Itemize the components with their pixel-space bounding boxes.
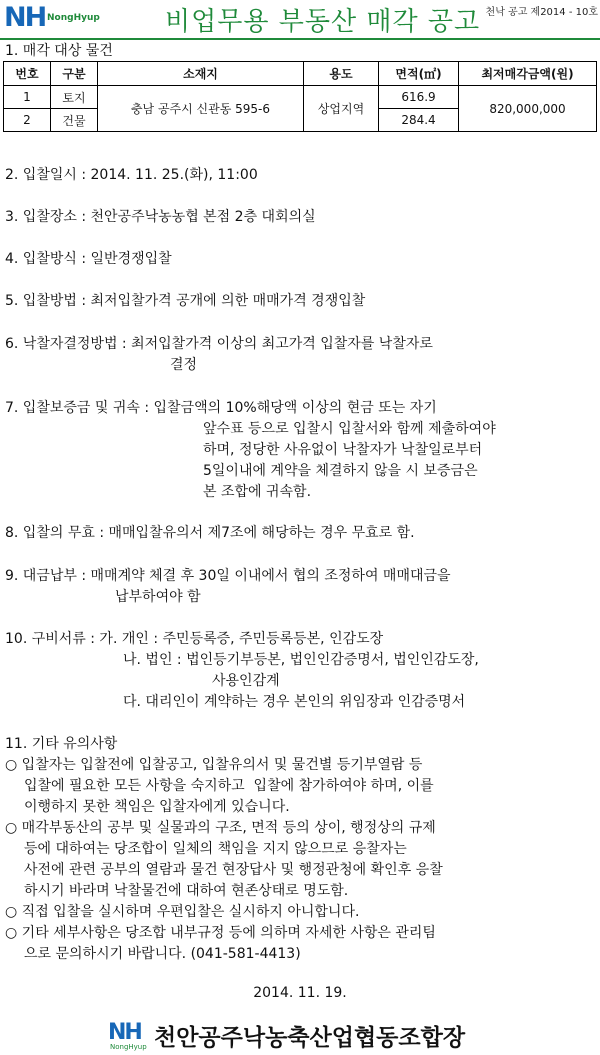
notice-line: 하시기 바라며 낙찰물건에 대하여 현존상태로 명도함.: [24, 883, 349, 899]
row-no: 2: [4, 109, 51, 132]
section-6-line: 결정: [170, 357, 198, 373]
notice-bullet-line: ○ 매각부동산의 공부 및 실물과의 구조, 면적 등의 상이, 행정상의 규제: [5, 820, 436, 836]
notice-line: 사전에 관련 공부의 열람과 물건 현장답사 및 행정관청에 확인후 응찰: [24, 862, 443, 878]
section-7-line: 앞수표 등으로 입찰시 입찰서와 함께 제출하여야: [203, 421, 496, 437]
notice-line: 이행하지 못한 책임은 입찰자에게 있습니다.: [24, 799, 290, 815]
header-type: 구분: [51, 62, 98, 86]
header-location: 소재지: [98, 62, 304, 86]
section-4: 4. 입찰방식 : 일반경쟁입찰: [5, 251, 172, 267]
row-type: 건물: [51, 109, 98, 132]
header-price: 최저매각금액(원): [459, 62, 597, 86]
logo-nh-text: NH: [4, 2, 46, 33]
section-9-line: 납부하여야 함: [115, 589, 201, 605]
footer-logo-sub: NongHyup: [110, 1043, 147, 1051]
section-11-heading: 11. 기타 유의사항: [5, 736, 118, 752]
row-area: 284.4: [379, 109, 459, 132]
row-no: 1: [4, 86, 51, 109]
notice-line: 입찰에 필요한 모든 사항을 숙지하고 입찰에 참가하여야 하며, 이를: [24, 778, 434, 794]
section-7-line: 7. 입찰보증금 및 귀속 : 입찰금액의 10%해당액 이상의 현금 또는 자기: [5, 400, 437, 416]
footer-logo-nh: NH: [108, 1020, 141, 1045]
nh-logo: [4, 4, 122, 32]
section-5: 5. 입찰방법 : 최저입찰가격 공개에 의한 매매가격 경쟁입찰: [5, 293, 366, 309]
section-10-line: 10. 구비서류 : 가. 개인 : 주민등록증, 주민등록등본, 인감도장: [5, 631, 384, 647]
price-cell: 820,000,000: [459, 86, 597, 132]
use-cell: 상업지역: [304, 86, 379, 132]
section-8: 8. 입찰의 무효 : 매매입찰유의서 제7조에 해당하는 경우 무효로 함.: [5, 525, 415, 541]
property-table: [3, 61, 597, 132]
section-10-line: 나. 법인 : 법인등기부등본, 법인인감증명서, 법인인감도장,: [123, 652, 479, 668]
document-number: 천낙 공고 제2014 - 10호: [485, 7, 598, 18]
notice-bullet-line: ○ 직접 입찰을 실시하며 우편입찰은 실시하지 아니합니다.: [5, 904, 360, 920]
section-2: 2. 입찰일시 : 2014. 11. 25.(화), 11:00: [5, 167, 258, 183]
table-row: [4, 86, 597, 109]
header-use: 용도: [304, 62, 379, 86]
notice-bullet-line: ○ 기타 세부사항은 당조합 내부규정 등에 의하며 자세한 사항은 관리팀: [5, 925, 436, 941]
section-10-line: 다. 대리인이 계약하는 경우 본인의 위임장과 인감증명서: [123, 694, 466, 710]
location-cell: 충남 공주시 신관동 595-6: [98, 86, 304, 132]
notice-bullet-line: ○ 입찰자는 입찰전에 입찰공고, 입찰유의서 및 물건별 등기부열람 등: [5, 757, 423, 773]
announcement-date: 2014. 11. 19.: [253, 985, 347, 1001]
notice-line: 으로 문의하시기 바랍니다. (041-581-4413): [24, 946, 301, 962]
header-no: 번호: [4, 62, 51, 86]
section-6-line: 6. 낙찰자결정방법 : 최저입찰가격 이상의 최고가격 입찰자를 낙찰자로: [5, 336, 433, 352]
header: [0, 0, 600, 40]
section-10-line: 사용인감계: [212, 673, 280, 689]
row-type: 토지: [51, 86, 98, 109]
organization-name: 천안공주낙농축산업협동조합장: [154, 1025, 466, 1051]
row-area: 616.9: [379, 86, 459, 109]
section-7-line: 본 조합에 귀속함.: [203, 484, 312, 500]
section-7-line: 하며, 정당한 사유없이 낙찰자가 낙찰일로부터: [203, 442, 483, 458]
table-header-row: [4, 62, 597, 86]
page-title: 비업무용 부동산 매각 공고: [165, 7, 481, 37]
footer-signature: [108, 1018, 588, 1052]
header-area: 면적(㎡): [379, 62, 459, 86]
notice-line: 등에 대하여는 당조합이 일체의 책임을 지지 않으므로 응찰자는: [24, 841, 407, 857]
section-9-line: 9. 대금납부 : 매매계약 체결 후 30일 이내에서 협의 조정하여 매매대금을: [5, 568, 451, 584]
section-1-heading: 1. 매각 대상 물건: [5, 43, 113, 59]
logo-sub-text: NongHyup: [47, 13, 100, 23]
section-7-line: 5일이내에 계약을 체결하지 않을 시 보증금은: [203, 463, 478, 479]
section-3: 3. 입찰장소 : 천안공주낙농농협 본점 2층 대회의실: [5, 209, 316, 225]
